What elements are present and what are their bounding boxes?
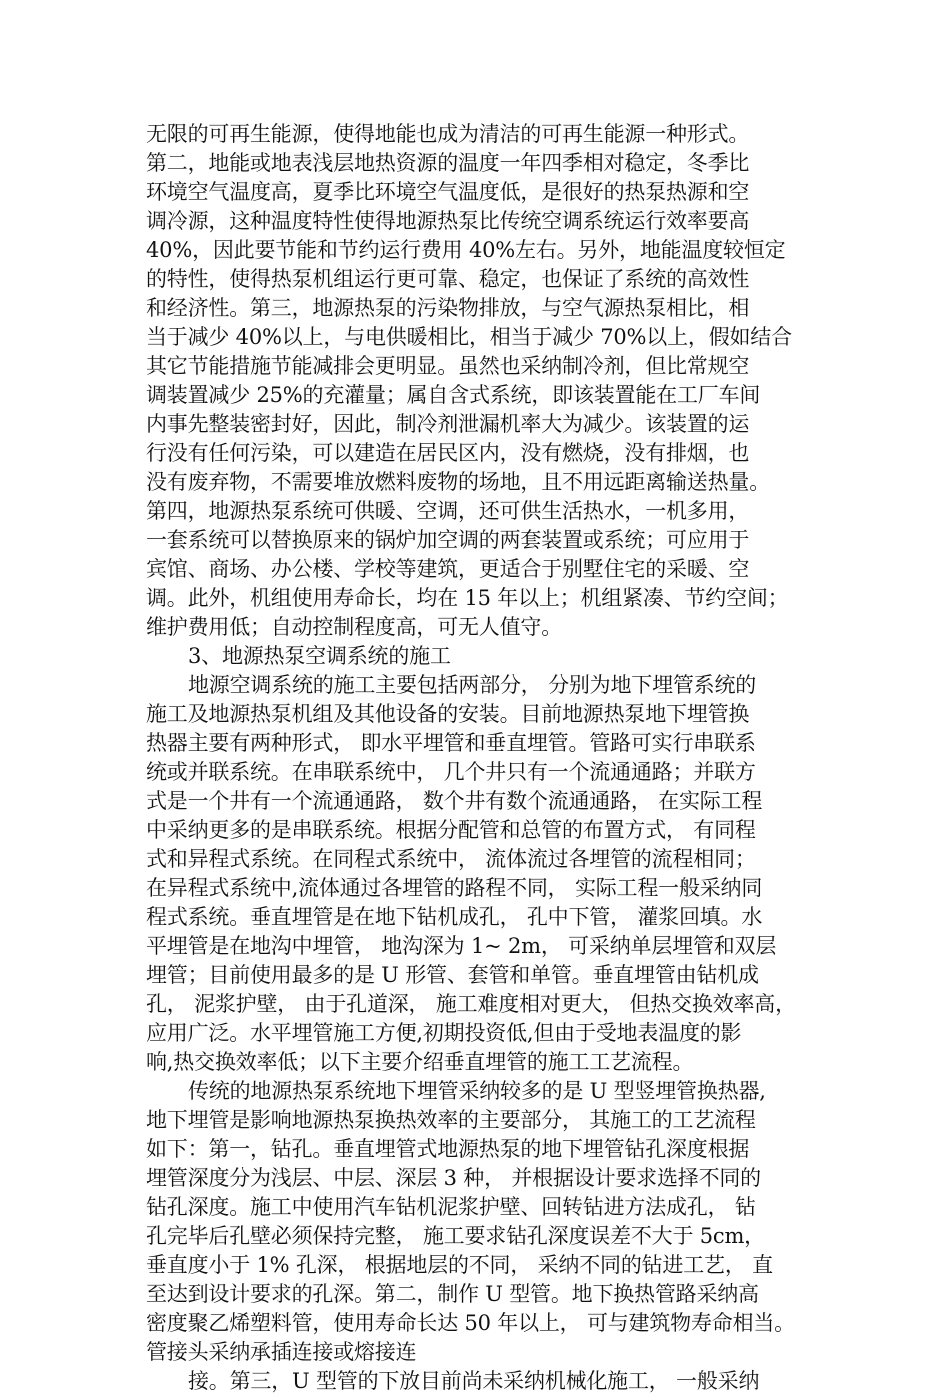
text-line: 密度聚乙烯塑料管，使用寿命长达 50 年以上， 可与建筑物寿命相当。: [146, 1311, 795, 1335]
text-line: 应用广泛。水平埋管施工方便,初期投资低,但由于受地表温度的影: [146, 1021, 742, 1045]
text-line: 垂直度小于 1% 孔深， 根据地层的不同， 采纳不同的钻进工艺， 直: [146, 1253, 773, 1277]
text-line: 宾馆、商场、办公楼、学校等建筑，更适合于别墅住宅的采暖、空: [146, 557, 750, 581]
text-line: 其它节能措施节能减排会更明显。虽然也采纳制冷剂，但比常规空: [146, 354, 750, 378]
text-line: 和经济性。第三，地源热泵的污染物排放，与空气源热泵相比，相: [146, 296, 750, 320]
text-line: 热器主要有两种形式， 即水平埋管和垂直埋管。管路可实行串联系: [146, 731, 756, 755]
text-line: 孔， 泥浆护壁， 由于孔道深， 施工难度相对更大， 但热交换效率高，: [146, 992, 796, 1016]
text-line: 第二，地能或地表浅层地热资源的温度一年四季相对稳定，冬季比: [146, 151, 750, 175]
text-line: 式和异程式系统。在同程式系统中， 流体流过各埋管的流程相同；: [146, 847, 756, 871]
text-line: 传统的地源热泵系统地下埋管采纳较多的是 U 型竖埋管换热器,: [188, 1079, 766, 1103]
text-line: 3、地源热泵空调系统的施工: [188, 644, 451, 668]
text-line: 内事先整装密封好，因此，制冷剂泄漏机率大为减少。该装置的运: [146, 412, 750, 436]
text-line: 程式系统。垂直埋管是在地下钻机成孔， 孔中下管， 灌浆回填。水: [146, 905, 763, 929]
text-line: 统或并联系统。在串联系统中， 几个井只有一个流通通路；并联方: [146, 760, 756, 784]
text-line: 响,热交换效率低；以下主要介绍垂直埋管的施工工艺流程。: [146, 1050, 694, 1074]
text-line: 调冷源，这种温度特性使得地源热泵比传统空调系统运行效率要高: [146, 209, 750, 233]
text-line: 一套系统可以替换原来的锅炉加空调的两套装置或系统；可应用于: [146, 528, 750, 552]
text-line: 维护费用低；自动控制程度高，可无人值守。: [146, 615, 562, 639]
text-line: 钻孔深度。施工中使用汽车钻机泥浆护壁、回转钻进方法成孔， 钻: [146, 1195, 756, 1219]
text-line: 的特性，使得热泵机组运行更可靠、稳定，也保证了系统的高效性: [146, 267, 750, 291]
text-line: 孔完毕后孔壁必须保持完整， 施工要求钻孔深度误差不大于 5cm，: [146, 1224, 765, 1248]
text-line: 没有废弃物，不需要堆放燃料废物的场地，且不用远距离输送热量。: [146, 470, 770, 494]
text-line: 调。此外，机组使用寿命长，均在 15 年以上；机组紧凑、节约空间；: [146, 586, 789, 610]
text-line: 40%，因此要节能和节约运行费用 40%左右。另外，地能温度较恒定: [146, 238, 786, 262]
text-line: 中采纳更多的是串联系统。根据分配管和总管的布置方式， 有同程: [146, 818, 756, 842]
text-line: 施工及地源热泵机组及其他设备的安装。目前地源热泵地下埋管换: [146, 702, 750, 726]
text-line: 行没有任何污染，可以建造在居民区内，没有燃烧，没有排烟，也: [146, 441, 750, 465]
text-line: 埋管；目前使用最多的是 U 形管、套管和单管。垂直埋管由钻机成: [146, 963, 759, 987]
text-line: 埋管深度分为浅层、中层、深层 3 种， 并根据设计要求选择不同的: [146, 1166, 761, 1190]
text-line: 环境空气温度高，夏季比环境空气温度低，是很好的热泵热源和空: [146, 180, 750, 204]
text-line: 当于减少 40%以上，与电供暖相比，相当于减少 70%以上，假如结合: [146, 325, 792, 349]
text-line: 如下：第一，钻孔。垂直埋管式地源热泵的地下埋管钻孔深度根据: [146, 1137, 750, 1161]
text-line: 地源空调系统的施工主要包括两部分， 分别为地下埋管系统的: [188, 673, 757, 697]
text-line: 平埋管是在地沟中埋管， 地沟深为 1~ 2m， 可采纳单层埋管和双层: [146, 934, 777, 958]
text-line: 第四，地源热泵系统可供暖、空调，还可供生活热水，一机多用，: [146, 499, 750, 523]
body-text: [146, 120, 826, 1396]
text-line: 无限的可再生能源，使得地能也成为清洁的可再生能源一种形式。: [146, 122, 750, 146]
text-line: 调装置减少 25%的充灌量；属自含式系统，即该装置能在工厂车间: [146, 383, 761, 407]
text-line: 管接头采纳承插连接或熔接连: [146, 1340, 417, 1364]
text-line: 在异程式系统中,流体通过各埋管的路程不同， 实际工程一般采纳同: [146, 876, 763, 900]
text-line: 接。第三，U 型管的下放目前尚未采纳机械化施工， 一般采纳: [188, 1369, 760, 1393]
text-line: 式是一个井有一个流通通路， 数个井有数个流通通路， 在实际工程: [146, 789, 763, 813]
text-line: 至达到设计要求的孔深。第二，制作 U 型管。地下换热管路采纳高: [146, 1282, 759, 1306]
text-line: 地下埋管是影响地源热泵换热效率的主要部分， 其施工的工艺流程: [146, 1108, 756, 1132]
